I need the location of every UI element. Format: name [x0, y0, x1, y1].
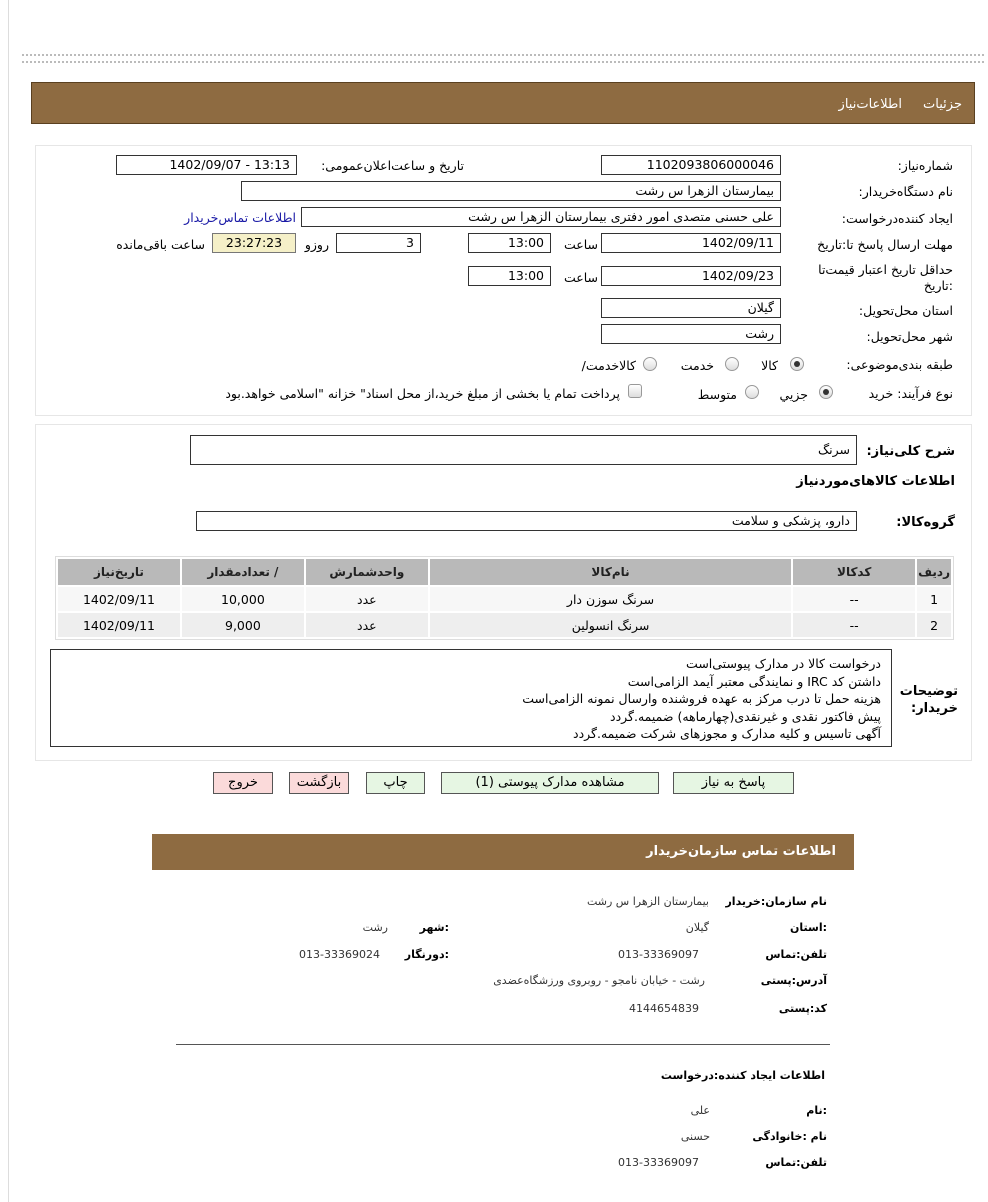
cell-unit: عدد	[306, 613, 428, 637]
contact-postal-label: کد‌:پستی	[778, 1002, 827, 1015]
note-line: درخواست کالا در مدارک پیوستی‌است	[686, 656, 881, 671]
col-row: ردیف	[917, 559, 951, 585]
dotted-divider	[22, 54, 984, 63]
cell-unit: عدد	[306, 587, 428, 611]
remaining-time-field: 23:27:23	[212, 233, 296, 253]
goods-group-label: گروه‌کالا:	[896, 515, 955, 530]
buyer-org-label: نام دستگاه‌خریدار:	[858, 184, 953, 199]
category-service-radio[interactable]	[725, 357, 739, 371]
back-button[interactable]: بازگشت	[289, 772, 349, 794]
contact-address-label: آدرس‌:پستی	[760, 974, 827, 987]
cell-row: 1	[917, 587, 951, 611]
price-validity-label-2: :تاریخ	[923, 278, 953, 293]
cell-name: سرنگ انسولین	[430, 613, 791, 637]
buyer-contact-header	[152, 834, 854, 870]
col-unit: واحدشمارش	[306, 559, 428, 585]
cell-quantity: 10,000	[182, 587, 304, 611]
process-partial-label: جزیي	[779, 387, 808, 402]
creator-family-value: حسنی	[680, 1130, 710, 1143]
category-goods-label: کالا	[761, 358, 778, 373]
cell-row: 2	[917, 613, 951, 637]
goods-info-title: اطلاعات کالاهای‌موردنیاز	[796, 474, 955, 489]
category-goods-radio[interactable]	[790, 357, 804, 371]
creator-field: علی حسنی متصدی امور دفتری بیمارستان الزهرا س رشت	[301, 207, 781, 227]
tab-need-info[interactable]: اطلاعات‌نیاز	[838, 97, 902, 112]
contact-org-label: نام سازمان‌:خریدار	[725, 895, 827, 908]
page-left-border	[8, 0, 9, 1202]
col-code: کدکالا	[793, 559, 915, 585]
buyer-org-field: بیمارستان الزهرا س رشت	[241, 181, 781, 201]
cell-code: --	[793, 587, 915, 611]
province-label: استان محل‌تحویل:	[858, 303, 953, 318]
col-quantity: / تعدادمقدار	[182, 559, 304, 585]
creator-phone-value: 013-33369097	[618, 1156, 699, 1169]
buyer-notes-box	[50, 649, 892, 747]
contact-org-value: بیمارستان الزهرا س رشت	[586, 895, 709, 908]
general-description-label: شرح کلی‌نیاز:	[866, 444, 955, 459]
category-label: طبقه بندی‌موضوعی:	[846, 357, 953, 372]
category-goods-service-label: کالاخدمت/	[581, 358, 636, 373]
process-type-label: نوع فرآیند: خرید	[868, 386, 953, 401]
cell-quantity: 9,000	[182, 613, 304, 637]
goods-table-header	[58, 559, 951, 585]
days-field: 3	[336, 233, 421, 253]
creator-name-value: علی	[690, 1104, 710, 1117]
contact-province-value: گیلان	[685, 921, 709, 934]
category-goods-service-radio[interactable]	[643, 357, 657, 371]
price-validity-label: حداقل تاریخ اعتبار ‌قیمت‌تا	[818, 262, 953, 277]
cell-need-date: 1402/09/11	[58, 613, 180, 637]
contact-phone-label: تلفن‌:تماس	[765, 948, 827, 961]
contact-phone-value: 013-33369097	[618, 948, 699, 961]
view-attachments-button[interactable]: مشاهده مدارک پیوستی (1)	[441, 772, 659, 794]
exit-button[interactable]: خروج	[213, 772, 273, 794]
announce-datetime-field: 1402/09/07 - 13:13	[116, 155, 297, 175]
creator-name-label: :نام	[806, 1104, 827, 1117]
print-button[interactable]: چاپ	[366, 772, 425, 794]
table-row	[58, 587, 951, 611]
treasury-checkbox[interactable]	[628, 384, 642, 398]
process-medium-radio[interactable]	[745, 385, 759, 399]
creator-label: ایجاد کننده‌درخواست:	[841, 211, 953, 226]
col-name: نام‌کالا	[430, 559, 791, 585]
note-line: پیش فاکتور نقدی و غیرنقدی(چهارماهه) ضمیمه.گردد	[610, 708, 881, 724]
tab-details[interactable]: جزئيات	[923, 97, 962, 112]
need-details-header	[31, 82, 975, 124]
cell-name: سرنگ سوزن دار	[430, 587, 791, 611]
creator-phone-label: تلفن‌:تماس	[765, 1156, 827, 1169]
contact-address-value: رشت - خیابان نامجو - روبروی ورزشگاه‌عضدی	[493, 974, 705, 987]
reply-time-label: ساعت	[563, 237, 598, 252]
need-number-field: 1102093806000046	[601, 155, 781, 175]
contact-fax-value: 013-33369024	[299, 948, 380, 961]
validity-time-field: 13:00	[468, 266, 551, 286]
contact-city-label: :شهر	[419, 921, 449, 934]
goods-group-field: دارو، پزشکی و سلامت	[196, 511, 857, 531]
remaining-time-label: ساعت باقی‌مانده	[116, 237, 205, 252]
contact-city-value: رشت	[362, 921, 388, 934]
process-partial-radio[interactable]	[819, 385, 833, 399]
need-number-label: شماره‌نیاز:	[897, 158, 953, 173]
province-field: گیلان	[601, 298, 781, 318]
validity-time-label: ساعت	[563, 270, 598, 285]
contact-province-label: :استان	[790, 921, 827, 934]
contact-fax-label: :دورنگار	[404, 948, 449, 961]
general-description-field: سرنگ	[190, 435, 857, 465]
cell-need-date: 1402/09/11	[58, 587, 180, 611]
validity-date-field: 1402/09/23	[601, 266, 781, 286]
city-field: رشت	[601, 324, 781, 344]
cell-code: --	[793, 613, 915, 637]
buyer-contact-title: اطلاعات تماس سازمان‌خریدار	[646, 844, 836, 859]
contact-postal-value: 4144654839	[629, 1002, 699, 1015]
creator-info-title: اطلاعات ایجاد کننده‌:درخواست	[660, 1069, 825, 1082]
reply-deadline-label: مهلت ارسال ‌پاسخ تا‌:تاریخ	[817, 237, 953, 252]
col-need-date: تاریخ‌نیاز	[58, 559, 180, 585]
goods-table	[55, 556, 954, 640]
reply-button[interactable]: پاسخ به نیاز	[673, 772, 794, 794]
buyer-contact-link[interactable]: اطلاعات تماس‌خریدار	[184, 210, 296, 225]
creator-family-label: نام :خانوادگی	[752, 1130, 827, 1143]
days-label: روزو	[304, 237, 329, 252]
category-service-label: خدمت	[680, 358, 714, 373]
table-row	[58, 613, 951, 637]
note-line: داشتن کد IRC و نمایندگی معتبر آیمد الزامی‌است	[627, 673, 881, 689]
reply-time-field: 13:00	[468, 233, 551, 253]
reply-date-field: 1402/09/11	[601, 233, 781, 253]
contact-divider	[176, 1044, 830, 1045]
note-line: آگهی تاسیس و کلیه مدارک و مجوزهای شرکت ضمیمه.گردد	[573, 726, 881, 741]
treasury-note: پرداخت تمام یا بخشی از مبلغ خرید،از محل اسناد" خزانه "اسلامی خواهد.بود	[225, 386, 620, 401]
process-medium-label: متوسط	[697, 387, 737, 402]
buyer-notes-label: توضیحات خریدار:	[899, 684, 958, 716]
announce-datetime-label: تاریخ و ساعت‌اعلان‌عمومی:	[321, 158, 464, 173]
note-line: هزینه حمل تا درب مرکز به عهده فروشنده وارسال نمونه الزامی‌است	[522, 691, 881, 706]
city-label: شهر محل‌تحویل:	[866, 329, 953, 344]
